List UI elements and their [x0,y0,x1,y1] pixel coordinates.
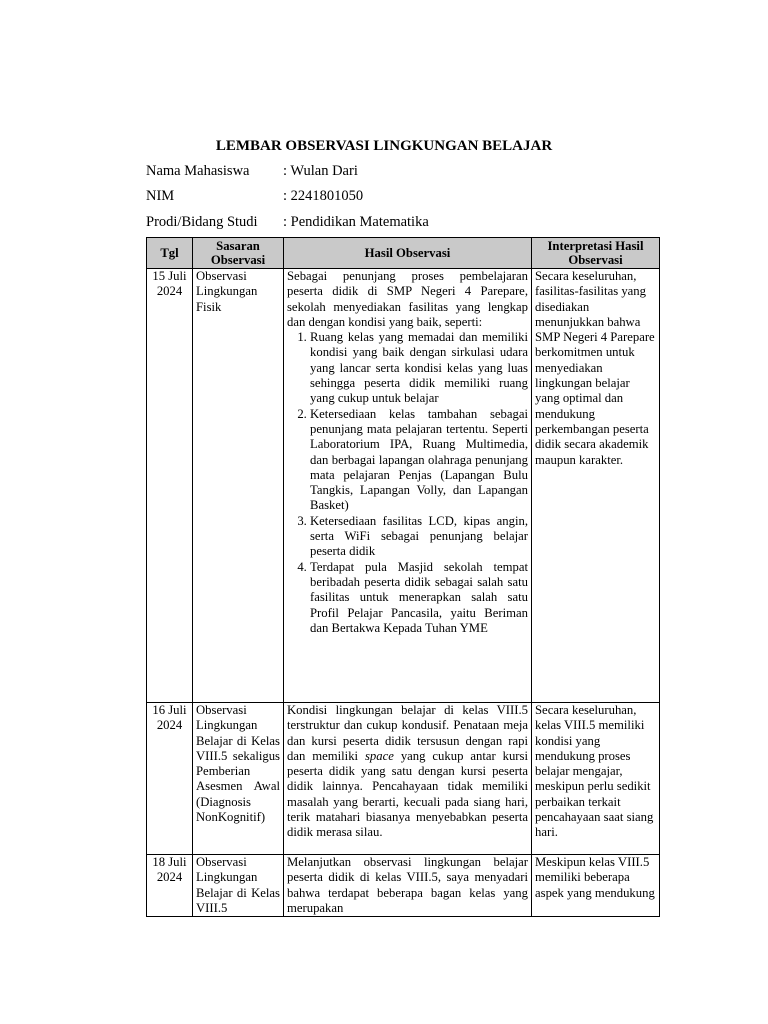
header-tgl: Tgl [147,238,193,269]
cell-tgl: 15 Juli 2024 [147,269,193,703]
cell-tgl: 18 Juli 2024 [147,855,193,917]
observation-table [146,237,660,917]
header-interpretasi: Interpretasi Hasil Observasi [532,238,660,269]
cell-hasil [284,269,532,703]
cell-interpretasi: Secara keseluruhan, kelas VIII.5 memiliki kondisi yang mendukung proses belajar mengajar, meskipun perlu sedikit perbaikan terkait pencahayaan saat siang hari. [532,703,660,855]
hasil-text-part2: yang cukup antar kursi peserta didik yang satu dengan kursi peserta didik lainnya. Pencahayaan tidak memiliki masalah yang berarti, kecuali pada siang hari, terik matahari biasanya menyebabkan peserta didik merasa silau. [287,748,528,840]
meta-label: Prodi/Bidang Studi [146,214,258,230]
list-item: 1. Ruang kelas yang memadai dan memiliki kondisi yang baik dengan sirkulasi udara yang lancar serta kondisi kelas yang luas sehingga peserta didik memiliki ruang yang cukup untuk belajar [310,330,528,406]
cell-interpretasi: Meskipun kelas VIII.5 memiliki beberapa aspek yang mendukung [532,855,660,917]
document-title: LEMBAR OBSERVASI LINGKUNGAN BELAJAR [215,138,553,154]
header-sasaran: Sasaran Observasi [193,238,284,269]
meta-row-nama [146,162,358,180]
hasil-text-part1: Kondisi lingkungan belajar di kelas VIII.5 terstruktur dan cukup kondusif. Penataan meja dan kursi peserta didik tersusun dengan rapi dan memiliki [287,703,528,763]
table-row [147,269,660,703]
cell-sasaran: Observasi Lingkungan Belajar di Kelas VIII.5 sekaligus Pemberian Asesmen Awal (Diagnosis NonKognitif) [193,703,284,855]
cell-hasil [284,703,532,855]
meta-row-prodi [146,213,429,231]
cell-tgl: 16 Juli 2024 [147,703,193,855]
list-item: 3. Ketersediaan fasilitas LCD, kipas angin, serta WiFi sebagai penunjang belajar peserta didik [310,514,528,560]
table-row [147,855,660,917]
list-item: 4. Terdapat pula Masjid sekolah tempat beribadah peserta didik sebagai salah satu fasilitas untuk menerapkan salah satu Profil Pelajar Pancasila, yaitu Beriman dan Bertakwa Kepada Tuhan YME [310,560,528,636]
meta-label: NIM [146,188,175,204]
hasil-text-emphasis: space [365,748,394,763]
cell-interpretasi: Secara keseluruhan, fasilitas-fasilitas yang disediakan menunjukkan bahwa SMP Negeri 4 Parepare berkomitmen untuk menyediakan lingkungan belajar yang optimal dan mendukung perkembangan peserta didik secara akademik maupun karakter. [532,269,660,703]
meta-label: Nama Mahasiswa [146,163,250,179]
meta-value: : Pendidikan Matematika [283,214,429,230]
meta-row-nim [146,187,363,205]
meta-value: : 2241801050 [283,188,364,204]
table-row [147,703,660,855]
table-header-row [147,238,660,269]
cell-hasil: Melanjutkan observasi lingkungan belajar peserta didik di kelas VIII.5, saya menyadari bahwa terdapat beberapa bagan kelas yang merupakan [284,855,532,917]
meta-value: : Wulan Dari [283,163,358,179]
hasil-list [287,330,528,636]
hasil-intro: Sebagai penunjang proses pembelajaran peserta didik di SMP Negeri 4 Parepare, sekolah menyediakan fasilitas yang lengkap dan dengan kondisi yang baik, seperti: [287,269,528,329]
cell-sasaran: Observasi Lingkungan Belajar di Kelas VIII.5 [193,855,284,917]
header-hasil: Hasil Observasi [284,238,532,269]
list-item: 2. Ketersediaan kelas tambahan sebagai penunjang mata pelajaran tertentu. Seperti Laboratorium IPA, Ruang Multimedia, dan berbagai lapangan olahraga penunjang mata pelajaran Penjas (Lapangan Bulu Tangkis, Lapangan Volly, dan Lapangan Basket) [310,407,528,514]
cell-sasaran: Observasi Lingkungan Fisik [193,269,284,703]
